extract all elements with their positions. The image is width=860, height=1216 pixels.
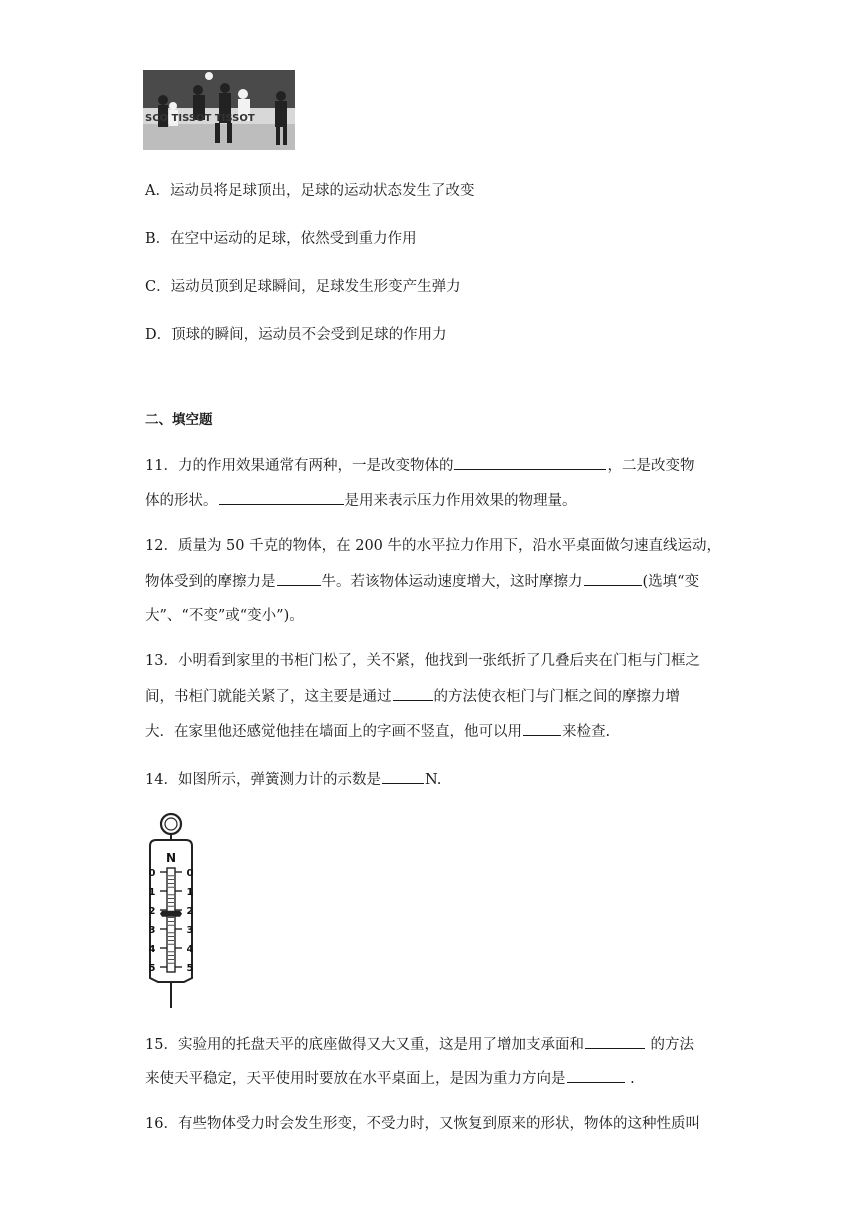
section-title: 二、填空题 [145, 412, 213, 428]
scale-unit-label: N [165, 851, 177, 865]
scale-tick-label: 2 [148, 906, 156, 917]
answer-blank[interactable] [584, 571, 642, 586]
option-b: B．在空中运动的足球，依然受到重力作用 [145, 231, 417, 247]
scale-tick-label: 5 [186, 963, 194, 974]
scale-ring [161, 814, 181, 834]
option-a: A．运动员将足球顶出，足球的运动状态发生了改变 [145, 183, 475, 199]
scale-tick-label: 4 [186, 944, 194, 955]
option-d: D．顶球的瞬间，运动员不会受到足球的作用力 [145, 327, 447, 343]
answer-blank[interactable] [567, 1068, 625, 1083]
scale-tick-label: 1 [186, 887, 194, 898]
answer-blank[interactable] [585, 1034, 645, 1049]
question-12-line-1: 12．质量为 50 千克的物体，在 200 牛的水平拉力作用下，沿水平桌面做匀速直线运动， [145, 538, 722, 554]
question-13-line-3: 大．在家里他还感觉他挂在墙面上的字画不竖直，他可以用 来检查. [145, 721, 610, 742]
ad-banner-text: SCO TISSOT TISSOT [145, 113, 255, 124]
question-13-line-2: 间，书柜门就能关紧了，这主要是通过 的方法使衣柜门与门框之间的摩擦力增 [145, 686, 680, 707]
question-12-line-2: 物体受到的摩擦力是 牛。若该物体运动速度增大，这时摩擦力 (选填“变 [145, 571, 699, 592]
answer-blank[interactable] [277, 571, 321, 586]
answer-blank[interactable] [393, 686, 433, 701]
scale-pointer [160, 911, 182, 917]
scale-tick-label: 0 [148, 868, 156, 879]
scale-tick-label: 5 [148, 963, 156, 974]
question-12-line-3: 大”、“不变”或“变小”)。 [145, 608, 304, 624]
scale-tick-label: 2 [186, 906, 194, 917]
spring-scale-figure [140, 810, 210, 1014]
question-16-line-1: 16．有些物体受力时会发生形变，不受力时，又恢复到原来的形状，物体的这种性质叫 [145, 1116, 700, 1132]
scale-tick-label: 3 [186, 925, 194, 936]
option-c: C．运动员顶到足球瞬间，足球发生形变产生弹力 [145, 279, 461, 295]
question-15-line-1: 15．实验用的托盘天平的底座做得又大又重，这是用了增加支承面和 的方法 [145, 1034, 694, 1055]
scale-tick-label: 0 [186, 868, 194, 879]
question-15-line-2: 来使天平稳定，天平使用时要放在水平桌面上，是因为重力方向是 . [145, 1068, 635, 1089]
question-11-line-1: 11．力的作用效果通常有两种，一是改变物体的 ，二是改变物 [145, 455, 694, 476]
scale-tick-label: 1 [148, 887, 156, 898]
question-14: 14．如图所示，弹簧测力计的示数是 N. [145, 769, 441, 790]
answer-blank[interactable] [454, 455, 606, 470]
question-11-line-2: 体的形状。 是用来表示压力作用效果的物理量。 [145, 490, 577, 511]
scale-tick-label: 3 [148, 925, 156, 936]
question-13-line-1: 13．小明看到家里的书柜门松了，关不紧，他找到一张纸折了几叠后夹在门柜与门框之 [145, 653, 700, 669]
answer-blank[interactable] [523, 721, 561, 736]
football-photo [143, 70, 295, 150]
answer-blank[interactable] [382, 769, 424, 784]
scale-tick-label: 4 [148, 944, 156, 955]
answer-blank[interactable] [219, 490, 344, 505]
